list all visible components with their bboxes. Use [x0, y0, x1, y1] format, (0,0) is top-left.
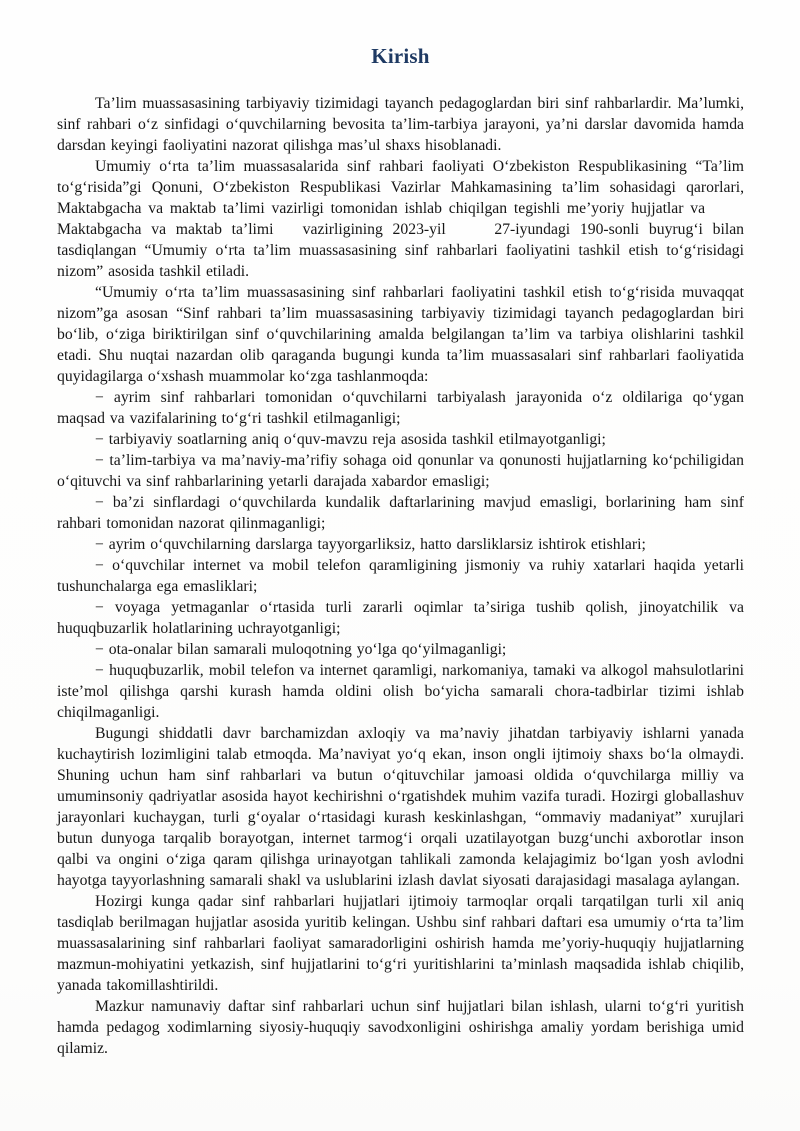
list-item-4: − baʼzi sinflardagi oʻquvchilarda kundalik daftarlarining mavjud emasligi, borlarining ham sinf rahbari tomonidan nazorat qilinmaganligi; [57, 494, 744, 532]
list-item-6: − oʻquvchilar internet va mobil telefon qaramligining jismoniy va ruhiy xatarlari haqida yetarli tushunchalarga ega emasliklari; [57, 557, 744, 595]
paragraph-intro-1: Taʼlim muassasasining tarbiyaviy tizimidagi tayanch pedagoglardan biri sinf rahbarlardir. Maʼlumki, sinf rahbari oʻz sinfidagi oʻquvchilarning bevosita taʼlim-tarbiya jarayoni, yaʼni darslar davomida hamda darsdan keyingi faoliyatini nazorat qilishga masʼul shaxs hisoblanadi. [57, 95, 744, 154]
page-title: Kirish [371, 44, 430, 68]
list-item-1: − ayrim sinf rahbarlari tomonidan oʻquvchilarni tarbiyalash jarayonida oʻz oldilariga qoʻygan maqsad va vazifalarining toʻgʻri tashkil etilmaganligi; [57, 389, 744, 427]
paragraph-outro-2: Hozirgi kunga qadar sinf rahbarlari hujjatlari ijtimoiy tarmoqlar orqali tarqatilgan turli xil aniq tasdiqlab berilmagan hujjatlar asosida yuritib kelingan. Ushbu sinf rahbari daftari esa umumiy oʻrta taʼlim muassasalarining sinf rahbarlari faoliyat samaradorligini oshirish hamda meʼyoriy-huquqiy hujjatlarning mazmun-mohiyatini yetkazish, sinf hujjatlarini toʻgʻri yuritishlarini taʼminlash maqsadida ishlab chiqilib, yanada takomillashtirildi. [57, 893, 744, 994]
document-body [57, 93, 744, 1059]
paragraph-outro-3: Mazkur namunaviy daftar sinf rahbarlari uchun sinf hujjatlari bilan ishlash, ularni toʻgʻri yuritish hamda pedagog xodimlarning siyosiy-huquqiy savodxonligini oshirishga amaliy yordam berishiga umid qilamiz. [57, 998, 744, 1057]
paragraph-intro-2: Umumiy oʻrta taʼlim muassasalarida sinf rahbari faoliyati Oʻzbekiston Respublikasining “Taʼlim toʻgʻrisida”gi Qonuni, Oʻzbekiston Respublikasi Vazirlar Mahkamasining taʼlim sohasidagi qarorlari, Maktabgacha va maktab taʼlimi vazirligi tomonidan ishlab chiqilgan tegishli meʼyoriy hujjatlar va Maktabgacha va maktab taʼlimi vazirligining 2023-yil 27-iyundagi 190-sonli buyrugʻi bilan tasdiqlangan “Umumiy oʻrta taʼlim muassasasining sinf rahbarlari faoliyatini tashkil etish toʻgʻrisidagi nizom” asosida tashkil etiladi. [57, 158, 744, 280]
list-item-9: − huquqbuzarlik, mobil telefon va internet qaramligi, narkomaniya, tamaki va alkogol mahsulotlarini isteʼmol qilishga qarshi kurash hamda oldini olish boʻyicha samarali chora-tadbirlar tizimi ishlab chiqilmaganligi. [57, 662, 744, 721]
list-item-5: − ayrim oʻquvchilarning darslarga tayyorgarliksiz, hatto darsliklarsiz ishtirok etishlari; [95, 536, 646, 553]
list-item-3: − taʼlim-tarbiya va maʼnaviy-maʼrifiy sohaga oid qonunlar va qonunosti hujjatlarning koʻpchiligidan oʻqituvchi va sinf rahbarlarining yetarli darajada xabardor emasligi; [57, 452, 744, 490]
list-item-2: − tarbiyaviy soatlarning aniq oʻquv-mavzu reja asosida tashkil etilmayotganligi; [95, 431, 606, 448]
list-item-7: − voyaga yetmaganlar oʻrtasida turli zararli oqimlar taʼsiriga tushib qolish, jinoyatchilik va huquqbuzarlik holatlarining uchrayotganligi; [57, 599, 744, 637]
list-item-8: − ota-onalar bilan samarali muloqotning yoʻlga qoʻyilmaganligi; [95, 641, 507, 658]
paragraph-intro-3: “Umumiy oʻrta taʼlim muassasasining sinf rahbarlari faoliyatini tashkil etish toʻgʻrisida muvaqqat nizom”ga asosan “Sinf rahbari taʼlim muassasasining tarbiyaviy tizimidagi tayanch pedagoglardan biri boʻlib, oʻziga biriktirilgan sinf oʻquvchilarining amalda belgilangan taʼlim va tarbiya olishlarini tashkil etadi. Shu nuqtai nazardan olib qaraganda bugungi kunda taʼlim muassasalari sinf rahbarlari faoliyatida quyidagilarga oʻxshash muammolar koʻzga tashlanmoqda: [57, 284, 744, 385]
paragraph-outro-1: Bugungi shiddatli davr barchamizdan axloqiy va maʼnaviy jihatdan tarbiyaviy ishlarni yanada kuchaytirish lozimligini talab etmoqda. Maʼnaviyat yoʻq ekan, inson ongli ijtimoiy shaxs boʻla olmaydi. Shuning uchun ham sinf rahbarlari va butun oʻqituvchilar jamoasi oldida oʻquvchilarga milliy va umuminsoniy qadriyatlar asosida hayot kechirishni oʻrgatishdek muhim vazifa turadi. Hozirgi globallashuv jarayonlari kuchaygan, turli gʻoyalar oʻrtasidagi kurash keskinlashgan, “ommaviy madaniyat” xurujlari butun dunyoga tarqalib borayotgan, internet tarmogʻi orqali uzatilayotgan buzgʻunchi axborotlar inson qalbi va ongini oʻziga qaram qilishga urinayotgan tahlikali zamonda kelajagimiz boʻlgan yosh avlodni hayotga tayyorlashning samarali shakl va uslublarini izlash davlat siyosati darajasidagi masalaga aylangan. [57, 725, 744, 889]
